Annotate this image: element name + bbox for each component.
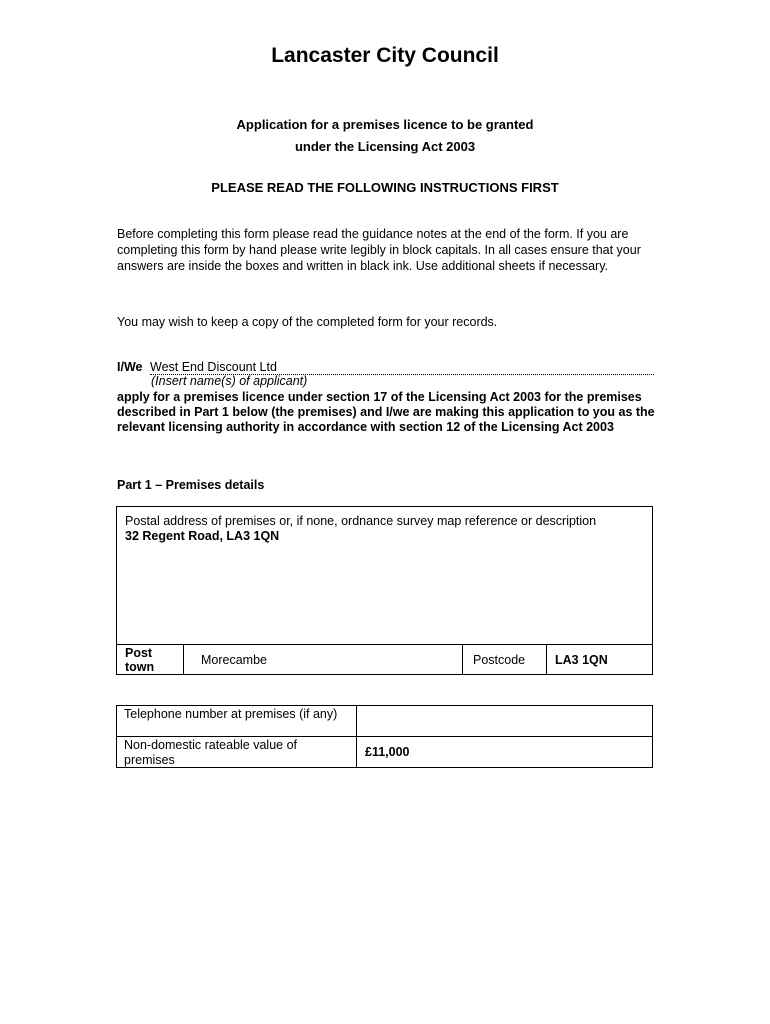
rateable-value-row: [117, 737, 652, 767]
post-town-label: Post town: [117, 645, 184, 675]
postal-address-label: Postal address of premises or, if none, ordnance survey map reference or description: [125, 514, 597, 528]
instructions-heading: PLEASE READ THE FOLLOWING INSTRUCTIONS FIRST: [211, 180, 559, 195]
post-town-field[interactable]: Morecambe: [184, 645, 463, 675]
applicant-label: I/We: [117, 360, 143, 374]
applicant-name-field[interactable]: West End Discount Ltd: [150, 359, 654, 375]
council-title: Lancaster City Council: [271, 44, 499, 67]
form-subtitle-line1: Application for a premises licence to be granted: [236, 117, 534, 132]
part1-heading: Part 1 – Premises details: [117, 478, 265, 492]
rateable-value-field[interactable]: £11,000: [365, 745, 410, 759]
applicant-name-hint: (Insert name(s) of applicant): [151, 374, 308, 388]
postcode-field[interactable]: LA3 1QN: [555, 653, 608, 667]
telephone-row: [117, 706, 652, 737]
records-note: You may wish to keep a copy of the completed form for your records.: [117, 315, 498, 329]
premises-info-table: [116, 705, 653, 768]
telephone-field[interactable]: [357, 706, 652, 736]
postcode-label: Postcode: [463, 645, 547, 675]
post-town-row: [117, 644, 652, 675]
telephone-label: Telephone number at premises (if any): [117, 706, 357, 736]
rateable-value-label: Non-domestic rateable value of premises: [117, 737, 357, 767]
postal-address-field[interactable]: 32 Regent Road, LA3 1QN: [125, 529, 280, 543]
applicant-row: [117, 359, 657, 375]
instructions-paragraph: Before completing this form please read the guidance notes at the end of the form. If you are completing this form by hand please write legibly in block capitals. In all cases ensure that your answers are inside the boxes and written in black ink. Use additional sheets if necessary.: [117, 227, 641, 273]
application-declaration: apply for a premises licence under section 17 of the Licensing Act 2003 for the premises described in Part 1 below (the premises) and I/we are making this application to you as the relevant licensing authority in accordance with section 12 of the Licensing Act 2003: [117, 390, 655, 434]
premises-details-box: [116, 506, 653, 675]
form-subtitle-line2: under the Licensing Act 2003: [294, 139, 476, 154]
